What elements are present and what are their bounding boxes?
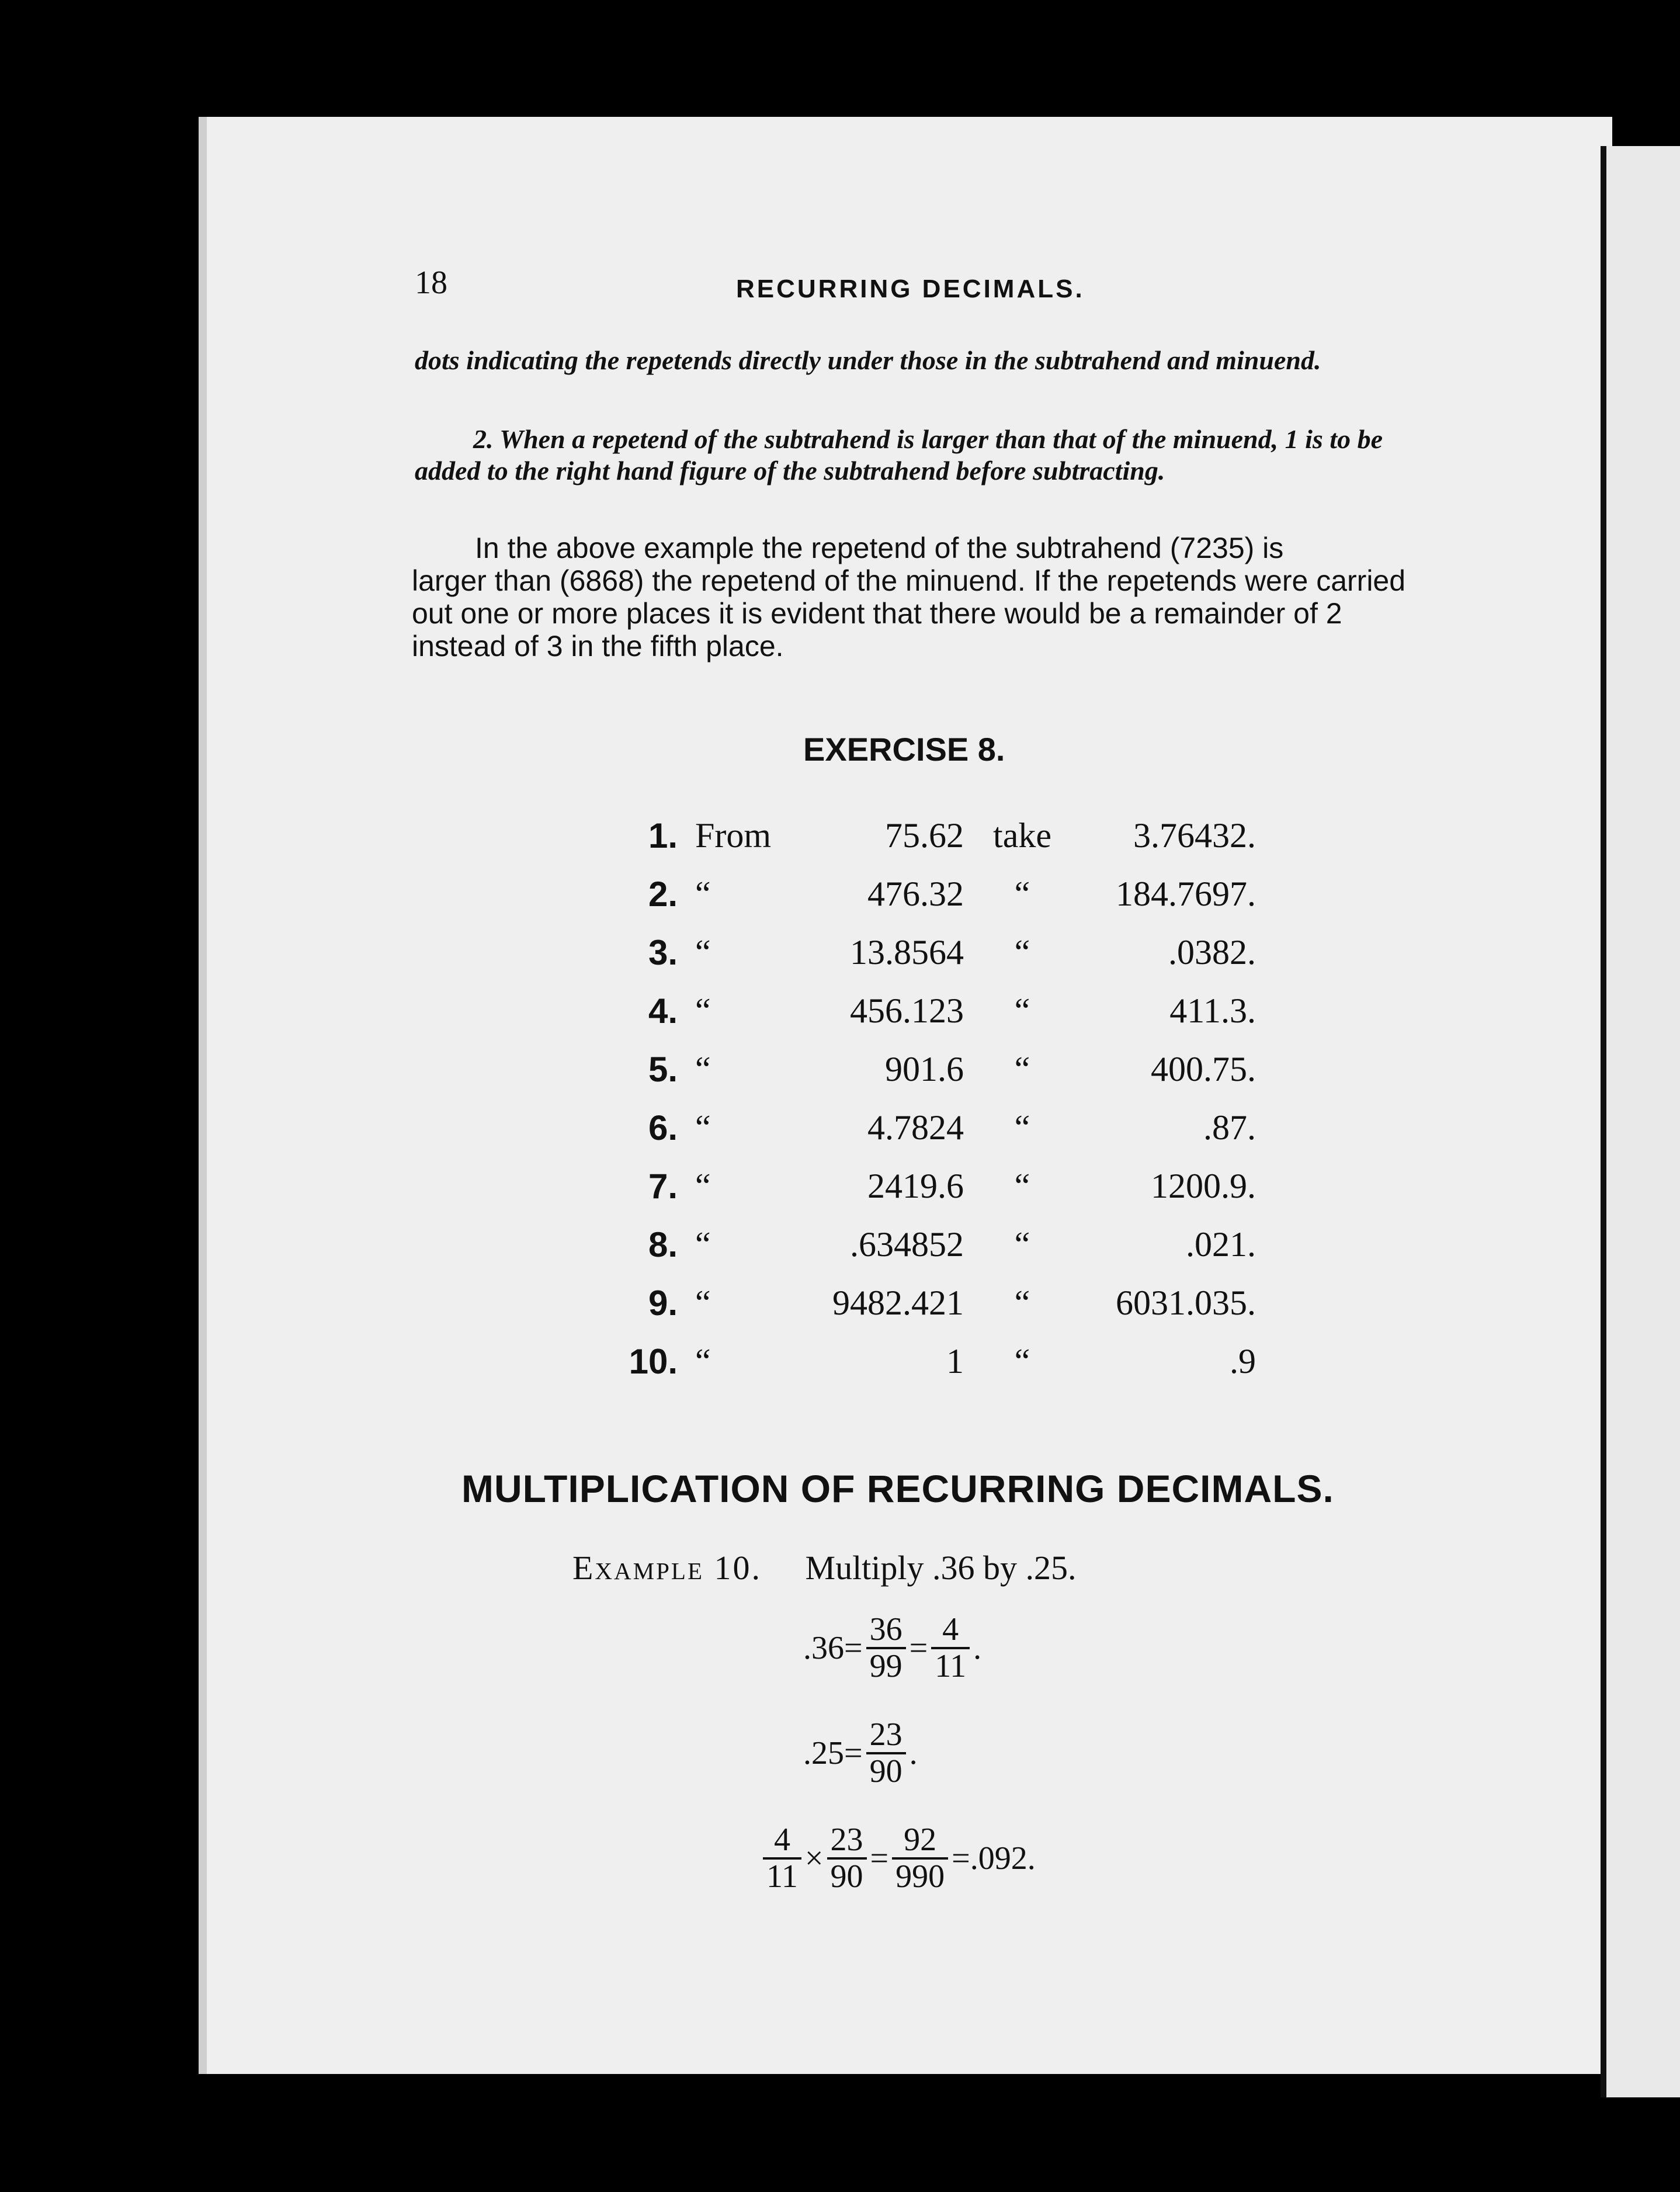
exercise-number: 2.	[648, 874, 678, 914]
numerator: 36	[869, 1611, 903, 1648]
minuend-value: 75.62	[885, 816, 964, 855]
subtrahend-value: 1200.9.	[1151, 1166, 1256, 1205]
exercise-word: “	[695, 991, 711, 1030]
denominator: 90	[866, 1752, 906, 1789]
example-statement	[572, 1548, 1077, 1587]
exercise-word: “	[695, 1341, 711, 1381]
exercise-row	[608, 806, 1256, 865]
fraction	[931, 1612, 970, 1684]
numerator: 92	[904, 1822, 937, 1858]
exercise-number: 10.	[629, 1341, 678, 1381]
take-word: “	[1014, 1341, 1030, 1381]
minuend-value: 13.8564	[850, 932, 964, 972]
formula-3-result: =.092.	[952, 1840, 1036, 1877]
exercise-number: 1.	[648, 816, 678, 855]
take-word: “	[1014, 1166, 1030, 1205]
example-text: Multiply .36 by .25.	[805, 1549, 1077, 1587]
denominator: 11	[763, 1857, 801, 1894]
minuend-value: 2419.6	[867, 1166, 964, 1205]
subtrahend-value: 184.7697.	[1116, 874, 1256, 913]
rule-2	[415, 424, 1425, 487]
subtrahend-value: .0382.	[1168, 932, 1256, 972]
formula-2-eq: =	[844, 1735, 863, 1771]
subtrahend-value: 6031.035.	[1116, 1283, 1256, 1322]
exercise-word: “	[695, 1166, 711, 1205]
exercise-row	[608, 1274, 1256, 1332]
minuend-value: 9482.421	[832, 1283, 964, 1322]
take-word: take	[993, 816, 1051, 855]
formula-2	[803, 1718, 918, 1789]
exercise-row	[608, 1215, 1256, 1274]
formula-3-eq: =	[870, 1840, 889, 1877]
exercise-row	[608, 1157, 1256, 1215]
take-word: “	[1014, 1108, 1030, 1147]
take-word: “	[1014, 874, 1030, 913]
subtrahend-value: .021.	[1186, 1225, 1256, 1264]
page-number: 18	[415, 265, 447, 301]
formula-1-lhs: .36	[803, 1629, 844, 1666]
rule-1-text: dots indicating the repetends directly under those in the subtrahend and minuend.	[415, 345, 1321, 375]
exercise-number: 5.	[648, 1049, 678, 1089]
explanation-paragraph	[412, 532, 1428, 663]
numerator: 4	[942, 1611, 959, 1648]
paragraph-rest: larger than (6868) the repetend of the minuend. If the repetends were carried out one or more places it is evident that there would be a remainder of 2 instead of 3 in the fifth place.	[412, 564, 1406, 663]
exercise-word: “	[695, 932, 711, 972]
exercise-word: “	[695, 1283, 711, 1322]
exercise-word: “	[695, 874, 711, 913]
paragraph-first-line: In the above example the repetend of the subtrahend (7235) is	[475, 532, 1284, 564]
exercise-number: 7.	[648, 1166, 678, 1206]
take-word: “	[1014, 1283, 1030, 1322]
exercise-number: 9.	[648, 1283, 678, 1323]
fraction	[892, 1823, 948, 1894]
exercise-number: 6.	[648, 1108, 678, 1147]
exercise-number: 3.	[648, 932, 678, 972]
minuend-value: .634852	[850, 1225, 964, 1264]
formula-1-eq-2: =	[909, 1629, 928, 1666]
numerator: 23	[869, 1716, 903, 1753]
rule-2-number: 2.	[473, 424, 494, 454]
numerator: 23	[830, 1822, 863, 1858]
exercise-number: 8.	[648, 1225, 678, 1264]
minuend-value: 476.32	[867, 874, 964, 913]
formula-1	[803, 1612, 981, 1684]
formula-2-lhs: .25	[803, 1735, 844, 1771]
section-title: MULTIPLICATION OF RECURRING DECIMALS.	[461, 1467, 1334, 1510]
times-sign: ×	[804, 1840, 824, 1877]
denominator: 90	[827, 1857, 867, 1894]
minuend-value: 1	[946, 1341, 964, 1381]
exercise-word: “	[695, 1225, 711, 1264]
subtrahend-value: .9	[1230, 1341, 1256, 1381]
formula-1-end: .	[973, 1629, 982, 1666]
subtrahend-value: 3.76432.	[1133, 816, 1256, 855]
rule-2-text: When a repetend of the subtrahend is larger than that of the minuend, 1 is to be added to the right hand figure of the subtrahend before subtracting.	[415, 424, 1383, 485]
exercise-word: “	[695, 1049, 711, 1088]
subtrahend-value: .87.	[1203, 1108, 1256, 1147]
take-word: “	[1014, 1225, 1030, 1264]
fraction	[866, 1612, 906, 1684]
take-word: “	[1014, 1049, 1030, 1088]
exercise-row	[608, 923, 1256, 981]
denominator: 990	[892, 1857, 948, 1894]
running-head: RECURRING DECIMALS.	[736, 275, 1085, 303]
minuend-value: 901.6	[885, 1049, 964, 1088]
formula-3	[759, 1823, 1036, 1894]
exercise-number: 4.	[648, 991, 678, 1031]
fraction	[827, 1823, 867, 1894]
subtrahend-value: 411.3.	[1169, 991, 1256, 1030]
facing-page-edge	[1601, 146, 1680, 2097]
exercise-row	[608, 981, 1256, 1040]
fraction	[866, 1718, 906, 1789]
denominator: 99	[866, 1647, 906, 1684]
exercise-word: “	[695, 1108, 711, 1147]
take-word: “	[1014, 932, 1030, 972]
exercise-row	[608, 1332, 1256, 1390]
formula-1-eq: =	[844, 1629, 863, 1666]
take-word: “	[1014, 991, 1030, 1030]
subtrahend-value: 400.75.	[1151, 1049, 1256, 1088]
exercise-row	[608, 1098, 1256, 1157]
exercise-word: From	[695, 816, 772, 855]
exercise-table	[608, 806, 1256, 1390]
exercise-row	[608, 1040, 1256, 1098]
exercise-title: EXERCISE 8.	[803, 731, 1005, 768]
exercise-row	[608, 865, 1256, 923]
formula-2-end: .	[909, 1735, 918, 1771]
minuend-value: 4.7824	[867, 1108, 964, 1147]
fraction	[763, 1823, 801, 1894]
minuend-value: 456.123	[850, 991, 964, 1030]
example-label: Example 10.	[572, 1549, 762, 1587]
numerator: 4	[773, 1822, 790, 1858]
denominator: 11	[931, 1647, 970, 1684]
